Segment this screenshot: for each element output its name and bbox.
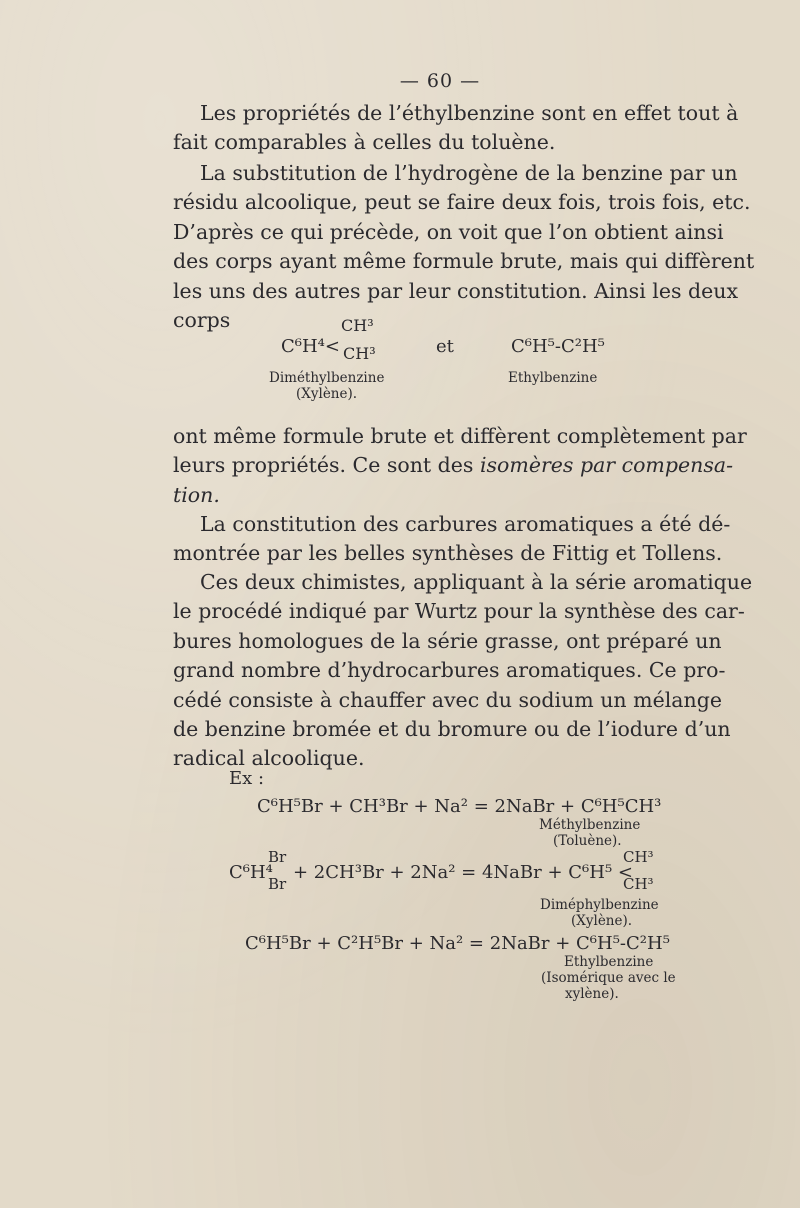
- italic-term: isomères par compensa-: [479, 453, 733, 478]
- text-line: radical alcoolique.: [173, 746, 365, 771]
- xylene-caption-2: (Xylène).: [296, 386, 358, 402]
- equation-2-caption: Diméphylbenzine: [540, 897, 659, 913]
- text-line: le procédé indiqué par Wurtz pour la synthèse des car-: [173, 599, 745, 624]
- text-line: La constitution des carbures aromatiques a été dé-: [200, 512, 731, 536]
- xylene-base: C⁶H⁴<: [281, 336, 340, 357]
- text-line: cédé consiste à chauffer avec du sodium un mélange: [173, 687, 722, 712]
- equation-2: + 2CH³Br + 2Na² = 4NaBr + C⁶H⁵ <: [293, 862, 633, 883]
- example-label: Ex :: [229, 768, 265, 789]
- text-line: résidu alcoolique, peut se faire deux fois, trois fois, etc.: [173, 190, 751, 215]
- equation-2-base: C⁶H⁴: [229, 862, 273, 883]
- equation-3-caption-3: xylène).: [565, 986, 619, 1002]
- equation-2-top-group: Br: [268, 848, 287, 866]
- xylene-bottom-group: CH³: [343, 344, 376, 363]
- text-segment: leurs propriétés. Ce sont des: [173, 453, 474, 478]
- ethylbenzine-formula: C⁶H⁵-C²H⁵: [511, 336, 605, 357]
- text-line: fait comparables à celles du toluène.: [173, 130, 556, 155]
- equation-2-caption-2: (Xylène).: [571, 913, 633, 929]
- text-line: bures homologues de la série grasse, ont préparé un: [173, 628, 722, 653]
- formula-connector: et: [436, 336, 454, 357]
- paragraph-4: [173, 510, 731, 569]
- text-line: les uns des autres par leur constitution. Ainsi les deux: [173, 278, 739, 303]
- paragraph-5: [173, 568, 753, 774]
- xylene-top-group: CH³: [341, 316, 374, 335]
- text-line: D’après ce qui précède, on voit que l’on obtient ainsi: [173, 219, 724, 244]
- equation-2-right-bottom: CH³: [623, 875, 654, 893]
- paragraph-1: [173, 99, 739, 158]
- equation-1-caption-2: (Toluène).: [553, 833, 622, 849]
- equation-3: C⁶H⁵Br + C²H⁵Br + Na² = 2NaBr + C⁶H⁵-C²H⁵: [245, 933, 670, 954]
- text-line: grand nombre d’hydrocarbures aromatiques. Ce pro-: [173, 658, 726, 683]
- text-line: La substitution de l’hydrogène de la benzine par un: [200, 161, 738, 185]
- paragraph-2: [173, 159, 755, 335]
- equation-2-bottom-group: Br: [268, 875, 287, 893]
- equation-1-caption: Méthylbenzine: [539, 817, 641, 833]
- equation-3-caption-2: (Isomérique avec le: [541, 970, 676, 986]
- equation-1: C⁶H⁵Br + CH³Br + Na² = 2NaBr + C⁶H⁵CH³: [257, 796, 662, 817]
- paragraph-3: [173, 422, 747, 510]
- text-line: des corps ayant même formule brute, mais qui diffèrent: [173, 249, 755, 274]
- text-line: montrée par les belles synthèses de Fittig et Tollens.: [173, 541, 723, 566]
- text-line-mixed: [173, 451, 733, 480]
- text-line: ont même formule brute et diffèrent complètement par: [173, 424, 747, 448]
- italic-term-end: tion.: [173, 482, 220, 507]
- text-line: Les propriétés de l’éthylbenzine sont en effet tout à: [200, 101, 739, 125]
- text-line: de benzine bromée et du bromure ou de l’iodure d’un: [173, 716, 731, 741]
- equation-2-right-top: CH³: [623, 848, 654, 866]
- xylene-caption: Diméthylbenzine: [269, 370, 385, 386]
- text-line: corps: [173, 307, 231, 332]
- page-number: — 60 —: [399, 70, 481, 92]
- xylene-formula: [281, 336, 340, 357]
- ethylbenzine-caption: Ethylbenzine: [508, 370, 598, 386]
- text-line: Ces deux chimistes, appliquant à la série aromatique: [200, 570, 753, 594]
- equation-3-caption: Ethylbenzine: [564, 954, 654, 970]
